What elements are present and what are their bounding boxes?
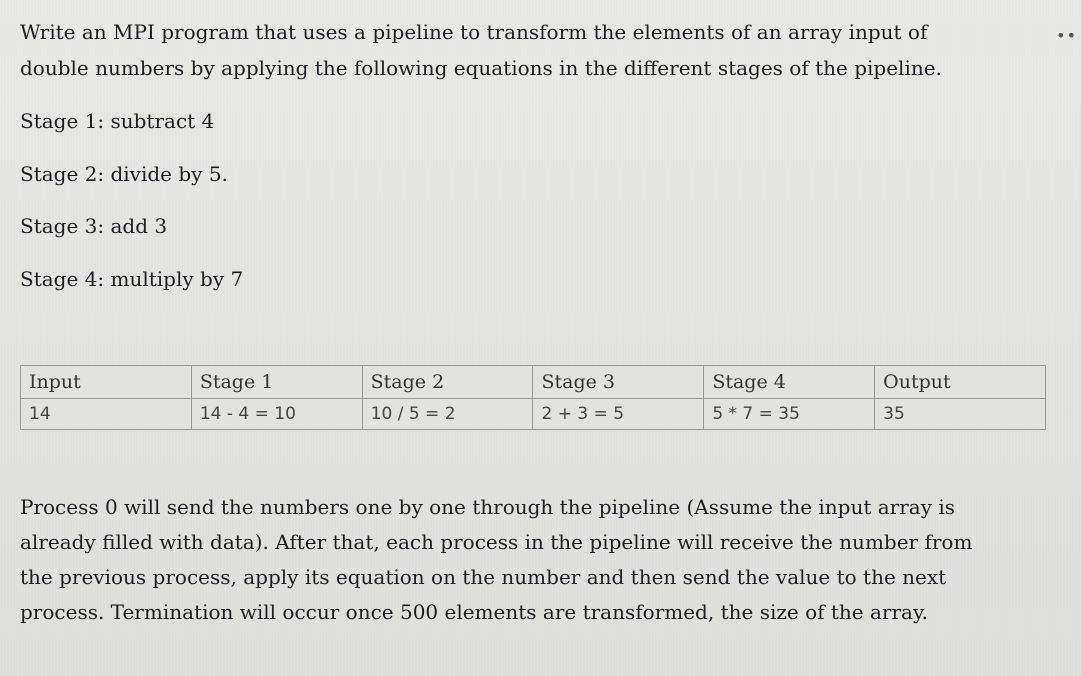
table-header-row (21, 366, 1046, 399)
table-row (21, 399, 1046, 430)
outro-line-4: process. Termination will occur once 500 elements are transformed, the size of the array. (20, 600, 928, 624)
outro-line-1: Process 0 will send the numbers one by one through the pipeline (Assume the input array is (20, 495, 956, 519)
header-stage-1: Stage 1 (191, 366, 362, 399)
header-stage-4: Stage 4 (704, 366, 875, 399)
header-input: Input (21, 366, 192, 399)
pipeline-example-table (20, 365, 1046, 430)
stage-4-text: Stage 4: multiply by 7 (20, 267, 244, 291)
stage-1-text: Stage 1: subtract 4 (20, 109, 215, 133)
value-stage-2: 10 / 5 = 2 (362, 399, 533, 430)
value-stage-1: 14 - 4 = 10 (191, 399, 362, 430)
outro-line-3: the previous process, apply its equation on the number and then send the value to the next (20, 565, 947, 589)
intro-line-2: double numbers by applying the following equations in the different stages of the pipeline. (20, 56, 942, 80)
header-stage-2: Stage 2 (362, 366, 533, 399)
intro-paragraph (20, 14, 1040, 86)
value-stage-3: 2 + 3 = 5 (533, 399, 704, 430)
value-stage-4: 5 * 7 = 35 (704, 399, 875, 430)
outro-paragraph (20, 490, 1050, 630)
more-options-icon[interactable]: •• (1056, 26, 1077, 45)
stage-2-text: Stage 2: divide by 5. (20, 162, 228, 186)
intro-line-1: Write an MPI program that uses a pipeline to transform the elements of an array input of (20, 20, 928, 44)
value-input: 14 (21, 399, 192, 430)
value-output: 35 (875, 399, 1046, 430)
header-output: Output (875, 366, 1046, 399)
header-stage-3: Stage 3 (533, 366, 704, 399)
stage-3-text: Stage 3: add 3 (20, 214, 168, 238)
outro-line-2: already filled with data). After that, each process in the pipeline will receive the number from (20, 530, 973, 554)
